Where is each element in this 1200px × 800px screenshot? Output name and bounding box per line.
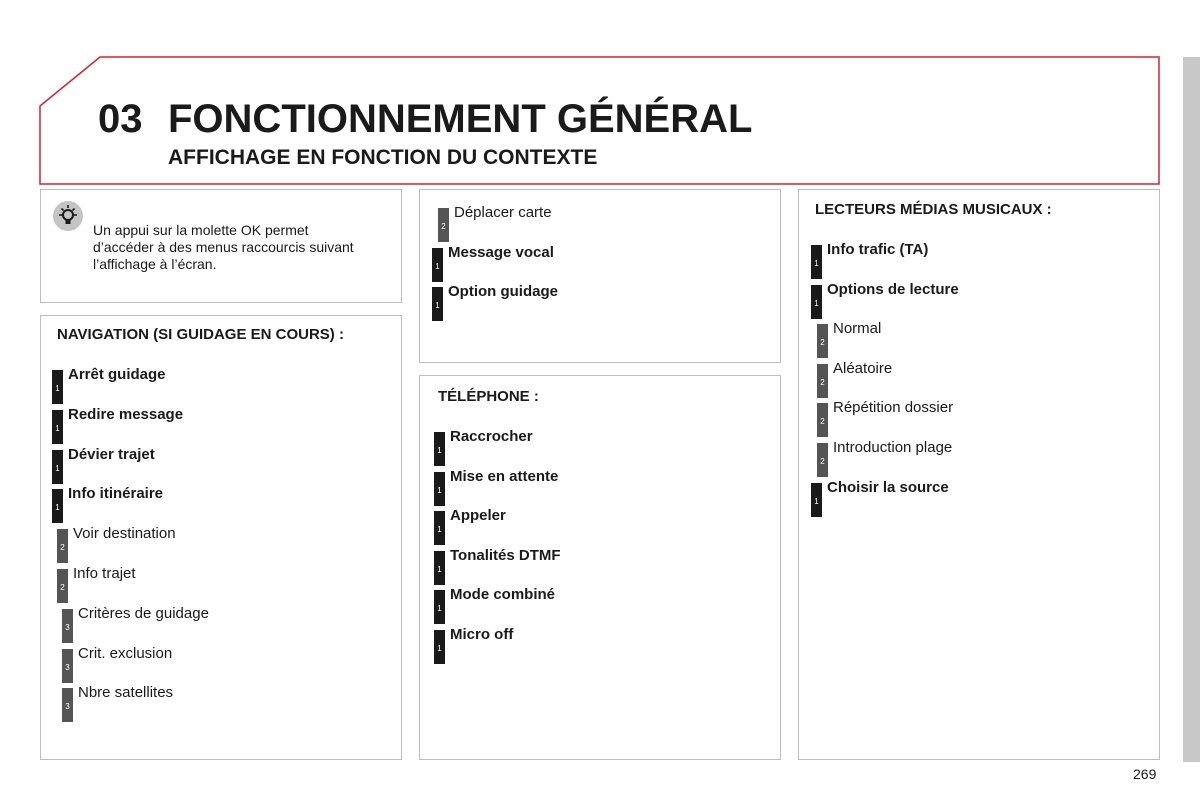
media-panel: [798, 189, 1160, 760]
level-badge: 1: [434, 432, 445, 466]
level-badge: 1: [434, 630, 445, 664]
menu-item-label: Critères de guidage: [78, 604, 209, 622]
menu-item-label: Voir destination: [73, 525, 176, 543]
level-badge: 1: [434, 590, 445, 624]
menu-item-label: Tonalités DTMF: [450, 546, 561, 564]
level-badge: 3: [62, 609, 73, 643]
menu-item-label: Mode combiné: [450, 586, 556, 604]
menu-item-label: Option guidage: [448, 283, 558, 300]
menu-item-label: Info itinéraire: [68, 485, 164, 503]
level-badge: 2: [817, 324, 828, 358]
level-badge: 1: [811, 285, 822, 319]
page-number: 269: [1133, 766, 1157, 782]
level-badge: 1: [434, 551, 445, 585]
lightbulb-icon: [52, 200, 84, 232]
menu-item-label: Raccrocher: [450, 428, 533, 445]
menu-item-label: Options de lecture: [827, 280, 959, 298]
menu-item-label: Déplacer carte: [454, 204, 552, 221]
menu-item-label: Redire message: [68, 405, 184, 423]
media-heading: LECTEURS MÉDIAS MUSICAUX :: [815, 201, 1052, 218]
level-badge: 1: [52, 489, 63, 523]
menu-item-label: Répétition dossier: [833, 399, 954, 417]
menu-item-label: Info trajet: [73, 565, 136, 582]
menu-item-label: Arrêt guidage: [68, 366, 166, 383]
menu-item-label: Appeler: [450, 507, 506, 525]
menu-item-label: Nbre satellites: [78, 684, 174, 702]
menu-item-label: Choisir la source: [827, 478, 949, 496]
level-badge: 3: [62, 688, 73, 722]
level-badge: 2: [57, 529, 68, 563]
level-badge: 1: [811, 483, 822, 517]
level-badge: 1: [52, 410, 63, 444]
level-badge: 1: [434, 472, 445, 506]
navigation-heading: NAVIGATION (SI GUIDAGE EN COURS) :: [57, 326, 344, 343]
side-tab: [1183, 57, 1200, 762]
level-badge: 1: [811, 245, 822, 279]
menu-item-label: Micro off: [450, 626, 514, 643]
menu-item-label: Info trafic (TA): [827, 241, 929, 258]
level-badge: 1: [432, 248, 443, 282]
level-badge: 2: [817, 443, 828, 477]
section-title: AFFICHAGE EN FONCTION DU CONTEXTE: [168, 146, 598, 169]
menu-item-label: Normal: [833, 320, 882, 338]
level-badge: 1: [52, 450, 63, 484]
level-badge: 2: [438, 208, 449, 242]
menu-item-label: Dévier trajet: [68, 445, 155, 463]
level-badge: 3: [62, 649, 73, 683]
chapter-title: FONCTIONNEMENT GÉNÉRAL: [168, 97, 753, 141]
menu-item-label: Introduction plage: [833, 439, 953, 456]
menu-item-label: Message vocal: [448, 243, 554, 261]
menu-item-label: Mise en attente: [450, 467, 559, 485]
level-badge: 2: [817, 364, 828, 398]
level-badge: 1: [52, 370, 63, 404]
chapter-number: 03: [98, 97, 143, 141]
menu-item-label: Aléatoire: [833, 359, 893, 377]
telephone-heading: TÉLÉPHONE :: [438, 388, 539, 405]
level-badge: 2: [817, 403, 828, 437]
level-badge: 1: [432, 287, 443, 321]
tip-text: Un appui sur la molette OK permet d’accéder à des menus raccourcis suivant l’affichage à l’écran.: [93, 222, 354, 272]
level-badge: 2: [57, 569, 68, 603]
level-badge: 1: [434, 511, 445, 545]
menu-item-label: Crit. exclusion: [78, 644, 173, 662]
